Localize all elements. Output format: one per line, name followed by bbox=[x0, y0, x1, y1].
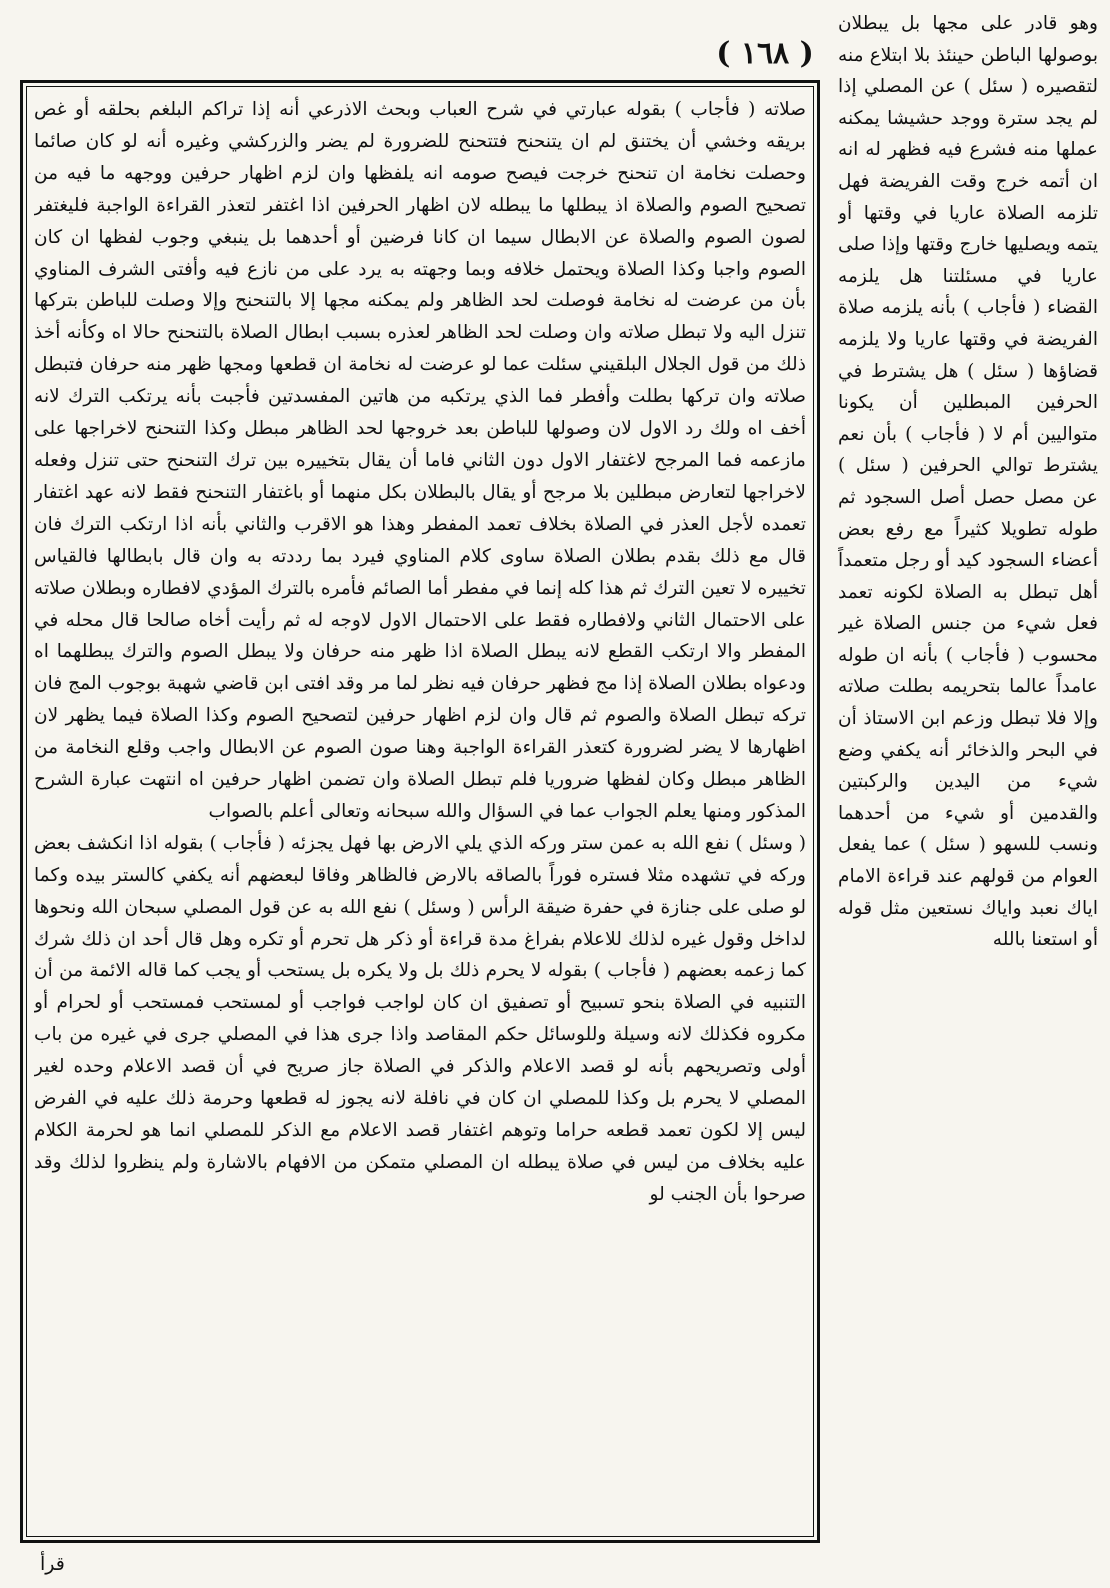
marginal-text-column bbox=[838, 8, 1098, 1583]
main-paragraph: ( وسئل ) نفع الله به عمن ستر وركه الذي يلي الارض بها فهل يجزئه ( فأجاب ) بقوله اذا انكشف بعض وركه في تشهده مثلا فستره فوراً بالصاقه بالارض فالظاهر وفاقا لبعضهم أنه يكفي كالستر بيده وكما لو صلى على جنازة في حفرة ضيقة الرأس ( وسئل ) نفع الله به عن قول المصلي سبحان الله ونحوها لداخل وقول غيره لذلك للاعلام بفراغ مدة قراءة أو ذكر هل تحرم أو تكره وهل قال أحد ان ذلك شرك كما زعمه بعضهم ( فأجاب ) بقوله لا يحرم ذلك بل ولا يكره بل يستحب أو يجب كما قاله الائمة من أن التنبيه في الصلاة بنحو تسبيح أو تصفيق ان كان لواجب فواجب أو لمستحب فمستحب أو لحرام أو مكروه فكذلك لانه وسيلة وللوسائل حكم المقاصد واذا جرى هذا في المصلي جرى في غيره من باب أولى وتصريحهم بأنه لو قصد الاعلام والذكر في الصلاة جاز صريح في أن قصد الاعلام وحده لغير المصلي لا يحرم بل وكذا للمصلي ان كان في نافلة لانه يجوز له قطعها وحرمة ذلك عليه في الفرض ليس إلا لكون تعمد قطعه حراما وتوهم اغتفار قصد الاعلام مع الذكر للمصلي انما هو لحرمة الكلام عليه بخلاف من ليس في صلاة يبطله ان المصلي متمكن من الافهام بالاشارة ولم ينظروا لذلك وقد صرحوا بأن الجنب لو bbox=[34, 832, 806, 1205]
page-number: ( ١٦٨ ) bbox=[716, 36, 814, 71]
marginal-paragraph: وهو قادر على مجها بل يبطلان بوصولها الباطن حينئذ بلا ابتلاع منه لتقصيره ( سئل ) عن المصلي إذا لم يجد سترة ووجد حشيشا يمكنه عملها منه فشرع فيه فظهر له انه ان أتمه خرج وقت الفريضة فهل تلزمه الصلاة عاريا في وقتها أو يتمه ويصليها خارج وقتها وإذا صلى عاريا في مسئلتنا هل يلزمه القضاء ( فأجاب ) بأنه يلزمه صلاة الفريضة في وقتها عاريا ولا يلزمه قضاؤها ( سئل ) هل يشترط في الحرفين المبطلين أن يكونا متواليين أم لا ( فأجاب ) بأن نعم يشترط توالي الحرفين ( سئل ) عن مصل حصل أصل السجود ثم طوله تطويلا كثيراً مع رفع بعض أعضاء السجود كيد أو رجل متعمداً أهل تبطل به الصلاة لكونه تعمد فعل شيء من جنس الصلاة غير محسوب ( فأجاب ) بأنه ان طوله عامداً عالما بتحريمه بطلت صلاته وإلا فلا تبطل وزعم ابن الاستاذ أن في البحر والذخائر أنه يكفي وضع شيء من اليدين والركبتين والقدمين أو شيء من أحدهما ونسب للسهو ( سئل ) عما يفعل العوام من قولهم عند قراءة الامام اياك نعبد واياك نستعين مثل قوله أو استعنا بالله bbox=[838, 13, 1098, 951]
main-paragraph: صلاته ( فأجاب ) بقوله عبارتي في شرح العباب وبحث الاذرعي أنه إذا تراكم البلغم بحلقه أو غص بريقه وخشي أن يختنق لم ان يتنحنح فتتحنح للضرورة لم يضر والزركشي وغيره أنه لو كان صائما وحصلت نخامة ان تنحنح خرجت فيصح صومه انه يلفظها وان لزم اظهار حرفين ووجهه ما فيه من تصحيح الصوم والصلاة اذ يبطلها ما يبطله لان اظهار الحرفين اذا اغتفر لتعذر القراءة الواجبة فليغتفر لصون الصوم والصلاة عن الابطال سيما ان كانا فرضين أو أحدهما بل ينبغي وجوب لفظها ان كان الصوم واجبا وكذا الصلاة ويحتمل خلافه وبما وجهته به يرد على من نازع فيه وأفتى الشرف المناوي بأن من عرضت له نخامة فوصلت لحد الظاهر ولم يمكنه مجها إلا بالتنحنح وإلا وصلت للباطن بتركها تنزل اليه ولا تبطل صلاته وان وصلت لحد الظاهر لعذره بسبب ابطال الصلاة بالتنحنح حالا اه وكأنه أخذ ذلك من قول الجلال البلقيني سئلت عما لو عرضت له نخامة ان قطعها ومجها ظهر منه حرفان فتبطل صلاته وان تركها بطلت وأفطر فما الذي يرتكبه من هاتين المفسدتين فأجبت بأنه يرتكب الترك لانه أخف اه ولك رد الاول لان وصولها للباطن بعد خروجها لحد الظاهر مبطل وكذا التنحنح لاخراجها على مازعمه فما المرجح لاغتفار الاول دون الثاني فاما أن يقال بتخييره بين ترك التنحنح حتى تنزل وفعله لاخراجها لتعارض مبطلين بلا مرجح أو يقال بالبطلان بكل منهما أو باغتفار التنحنح فقط لانه عهد اغتفار تعمده لأجل العذر في الصلاة بخلاف تعمد المفطر وهذا هو الاقرب والثاني بأنه اذا ارتكب الترك فان قال مع ذلك بقدم بطلان الصلاة ساوى كلام المناوي فيرد بما رددته به وان قال بابطالها فالقياس تخييره لا تعين الترك ثم هذا كله إنما في مفطر أما الصائم فأمره بالترك المؤدي لافطاره وبطلان صلاته على الاحتمال الثاني ولافطاره فقط على الاحتمال الاول لاوجه له ثم رأيت أخاه صالحا قال محله في المفطر والا ارتكب القطع لانه يبطل الصلاة اذا ظهر منه حرفان ولا يبطل الصوم والترك يبطلهما اه ودعواه بطلان الصلاة إذا مج فظهر حرفان فيه نظر لما مر وقد افتى ابن قاضي شهبة بوجوب المج فان تركه تبطل الصلاة والصوم ثم قال وان لزم اظهار حرفين لتصحيح الصوم وكذا الصلاة فيما يظهر لان اظهارها لا يضر لضرورة كتعذر القراءة الواجبة وهنا صون الصوم عن الابطال واجب وقلع النخامة من الظاهر مبطل وكان لفظها ضروريا فلم تبطل الصلاة وان تضمن اظهار حرفين اه انتهت عبارة الشرح المذكور ومنها يعلم الجواب عما في السؤال والله سبحانه وتعالى أعلم بالصواب bbox=[34, 99, 806, 822]
main-text-column bbox=[34, 94, 806, 1534]
catchword: قرأ bbox=[40, 1553, 65, 1575]
